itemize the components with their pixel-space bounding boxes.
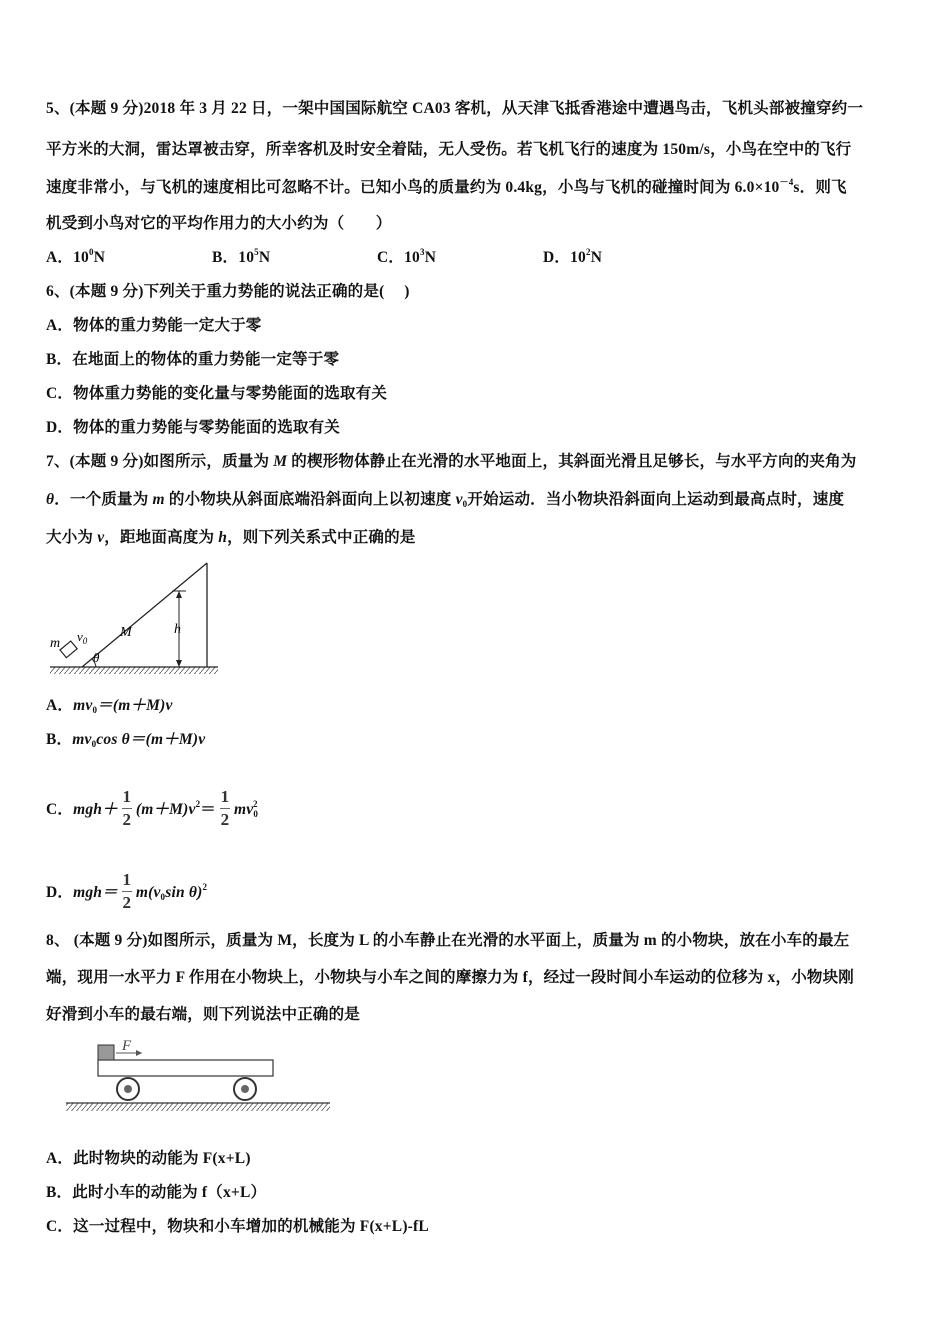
cart-body (98, 1060, 273, 1076)
q6-option-c[interactable]: C．物体重力势能的变化量与零势能面的选取有关 (46, 385, 388, 402)
block-m (60, 641, 77, 658)
q7-option-b[interactable]: B．$mv_0\cos$ θ＝(m＋M)v (46, 731, 206, 749)
q5-line3-exponent: －4 (779, 177, 794, 187)
q8-option-a[interactable]: A．此时物块的动能为 F(x+L) (46, 1150, 251, 1167)
q8-option-b[interactable]: B．此时小车的动能为 f（x+L） (46, 1184, 267, 1201)
q6-option-a[interactable]: A．物体的重力势能一定大于零 (46, 317, 262, 334)
q7-option-a[interactable]: A．$mv_0=(m+M)v$ (46, 697, 173, 715)
wheel-left (117, 1078, 139, 1100)
q6-option-b[interactable]: B．在地面上的物体的重力势能一定等于零 (46, 351, 340, 368)
cart-figure (64, 1036, 334, 1120)
q7-stem-line-2: θ．一个质量为 m 的小物块从斜面底端沿斜面向上以初速度 $v_0$开始运动．当小物块沿斜面向上运动到最高点时，速度 (46, 491, 845, 509)
q6-option-d[interactable]: D．物体的重力势能与零势能面的选取有关 (46, 419, 340, 436)
q7-option-d[interactable]: D．mgh＝ $\frac{1}{2}$ $m(v_0\sin$ θ)$^2$ (46, 870, 208, 912)
label-h: h (174, 622, 181, 637)
q8-option-c[interactable]: C．这一过程中，物块和小车增加的机械能为 F(x+L)-fL (46, 1218, 429, 1235)
q5-option-c[interactable]: C．$10^3N$ (377, 247, 437, 266)
q5-stem-line-3 (46, 178, 908, 198)
floor-hatch (66, 1103, 330, 1111)
label-M: M (120, 625, 132, 640)
incline-line (82, 563, 207, 667)
fraction-half: $\frac{1}{2}$ (122, 787, 132, 829)
q5-line3-tail: s．则飞 (793, 179, 847, 196)
q5-stem-line-2: 平方米的大洞，雷达罩被击穿，所幸客机及时安全着陆，无人受伤。若飞机飞行的速度为 150m/s，小鸟在空中的飞行 (46, 141, 852, 158)
q8-stem-line-3: 好滑到小车的最右端，则下列说法中正确的是 (46, 1006, 361, 1023)
wheel-right (234, 1078, 256, 1100)
label-m: m (50, 636, 61, 651)
q5-option-a[interactable]: A．$10^0N$ (46, 247, 106, 266)
q5-line3-text: 速度非常小，与飞机的速度相比可忽略不计。已知小鸟的质量约为 0.4kg，小鸟与飞机的碰撞时间为 6.0×10 (46, 179, 780, 196)
q5-option-d[interactable]: D．$10^2N$ (543, 247, 603, 266)
small-block (98, 1045, 114, 1060)
q8-stem-line-1: 8、 (本题 9 分)如图所示，质量为 M，长度为 L 的小车静止在光滑的水平面上，质量为 m 的小物块，放在小车的最左 (46, 932, 850, 949)
label-theta: θ (93, 650, 100, 665)
q7-stem-line-1: 7、(本题 9 分)如图所示，质量为 M 的楔形物体静止在光滑的水平地面上，其斜面光滑且足够长，与水平方向的夹角为 (46, 453, 857, 470)
q5-stem-line-4: 机受到小鸟对它的平均作用力的大小约为（ ） (46, 215, 392, 232)
label-v0: $v_0$ (77, 629, 88, 646)
fraction-half: $\frac{1}{2}$ (122, 870, 132, 912)
q7-option-c[interactable]: C．mgh＋ $\frac{1}{2}$ $(m+M)v^2=$ $\frac{1}{2}$ $mv_0^2$ (46, 787, 259, 829)
ground-hatch (50, 667, 218, 674)
wedge-figure (46, 558, 226, 676)
q6-stem: 6、(本题 9 分)下列关于重力势能的说法正确的是( ) (46, 283, 410, 300)
q8-stem-line-2: 端，现用一水平力 F 作用在小物块上，小物块与小车之间的摩擦力为 f，经过一段时间小车运动的位移为 x，小物块刚 (46, 969, 855, 986)
q7-stem-line-3: 大小为 v，距地面高度为 h，则下列关系式中正确的是 (46, 529, 416, 546)
label-F: F (122, 1038, 132, 1054)
fraction-half: $\frac{1}{2}$ (220, 787, 230, 829)
q5-option-b[interactable]: B．$10^5N$ (212, 247, 271, 266)
q5-stem-line-1: 5、(本题 9 分)2018 年 3 月 22 日，一架中国国际航空 CA03 客机，从天津飞抵香港途中遭遇鸟击，飞机头部被撞穿约一 (46, 100, 864, 117)
